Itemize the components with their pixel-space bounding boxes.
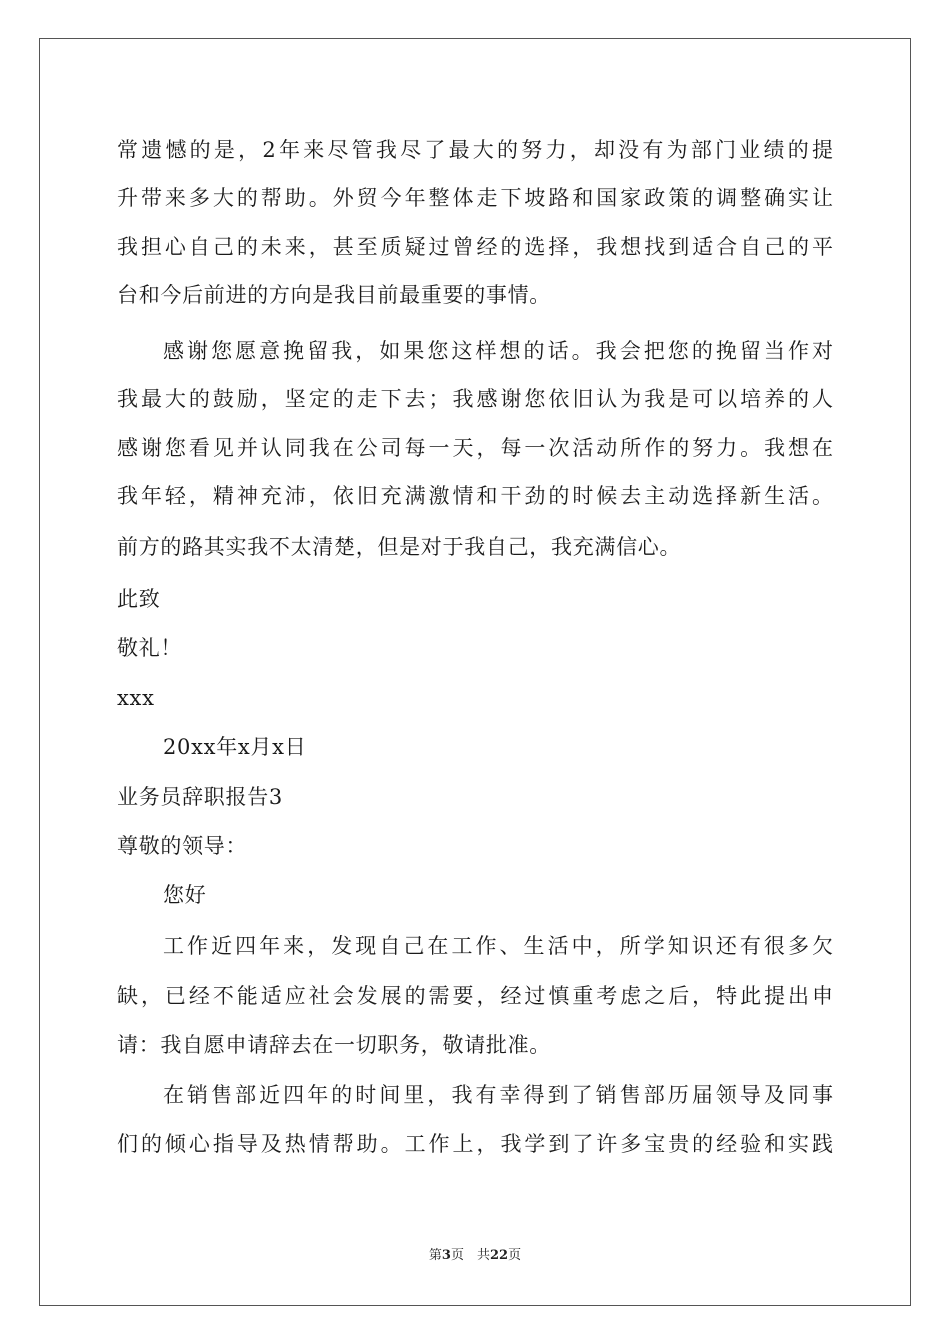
- footer-mid: 页 共: [450, 1248, 490, 1263]
- body-line: 台和今后前进的方向是我目前最重要的事情。: [117, 283, 551, 307]
- footer-page-total: 22: [489, 1248, 509, 1263]
- body-line: 在销售部近四年的时间里，我有幸得到了销售部历届领导及同事: [163, 1083, 833, 1107]
- body-line: 感谢您愿意挽留我，如果您这样想的话。我会把您的挽留当作对: [163, 339, 833, 363]
- footer-prefix: 第: [428, 1248, 442, 1263]
- body-line: 们的倾心指导及热情帮助。工作上，我学到了许多宝贵的经验和实践: [117, 1132, 833, 1156]
- section-title: 业务员辞职报告3: [117, 785, 283, 809]
- body-line: 工作近四年来，发现自己在工作、生活中，所学知识还有很多欠: [163, 934, 833, 958]
- page-border: [39, 38, 911, 1306]
- page-footer: [0, 1248, 950, 1264]
- signature-name: xxx: [117, 686, 155, 710]
- greeting-line: 您好: [163, 883, 207, 907]
- body-line: 常遗憾的是，2年来尽管我尽了最大的努力，却没有为部门业绩的提: [117, 138, 833, 162]
- signature-date: 20xx年x月x日: [163, 735, 307, 759]
- body-line: 我担心自己的未来，甚至质疑过曾经的选择，我想找到适合自己的平: [117, 235, 833, 259]
- body-line: 升带来多大的帮助。外贸今年整体走下坡路和国家政策的调整确实让: [117, 186, 833, 210]
- footer-page-current: 3: [441, 1248, 451, 1263]
- body-line: 请：我自愿申请辞去在一切职务，敬请批准。: [117, 1033, 551, 1057]
- addressee-line: 尊敬的领导：: [117, 834, 248, 858]
- body-line: 感谢您看见并认同我在公司每一天，每一次活动所作的努力。我想在: [117, 436, 833, 460]
- closing-line: 此致: [117, 587, 161, 611]
- body-line: 我最大的鼓励，坚定的走下去；我感谢您依旧认为我是可以培养的人: [117, 387, 833, 411]
- body-line: 我年轻，精神充沛，依旧充满激情和干劲的时候去主动选择新生活。: [117, 484, 833, 508]
- body-line: 缺，已经不能适应社会发展的需要，经过慎重考虑之后，特此提出申: [117, 984, 833, 1008]
- footer-suffix: 页: [508, 1248, 522, 1263]
- salutation-line: 敬礼！: [117, 636, 183, 660]
- body-line: 前方的路其实我不太清楚，但是对于我自己，我充满信心。: [117, 535, 682, 559]
